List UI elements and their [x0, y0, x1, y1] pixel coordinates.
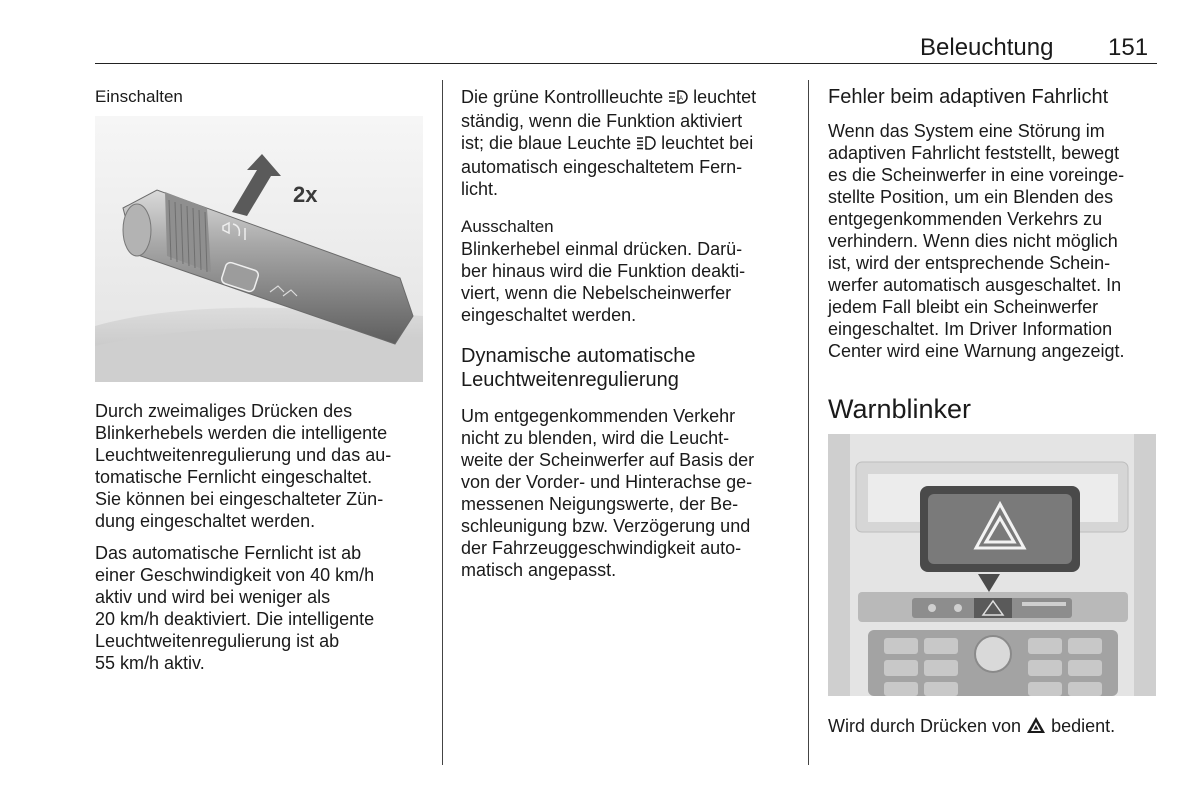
- text-line: aktiv und wird bei weniger als: [95, 587, 331, 607]
- paragraph-fernlicht-speed: [95, 542, 374, 674]
- text-line: jedem Fall bleibt ein Scheinwerfer: [828, 297, 1099, 317]
- heading-einschalten: Einschalten: [95, 87, 183, 106]
- text-line: Blinkerhebel einmal drücken. Darü-: [461, 239, 743, 259]
- text-line: Sie können bei eingeschalteter Zün-: [95, 489, 384, 509]
- text-line: Um entgegenkommenden Verkehr: [461, 406, 736, 426]
- text-fragment: Die grüne Kontrollleuchte: [461, 87, 669, 107]
- text-line: Wenn das System eine Störung im: [828, 121, 1105, 141]
- page-number: 151: [1108, 34, 1149, 61]
- header-rule: [95, 63, 1157, 64]
- paragraph-einschalten: [95, 400, 391, 532]
- text-line: [461, 132, 756, 156]
- text-line: verhindern. Wenn dies nicht möglich: [828, 231, 1118, 251]
- heading-ausschalten: Ausschalten: [461, 217, 554, 236]
- text-line: 55 km/h aktiv.: [95, 653, 205, 673]
- heading-fehler-fahrlicht: Fehler beim adaptiven Fahrlicht: [828, 86, 1109, 108]
- text-line: Blinkerhebels werden die intelligente: [95, 423, 388, 443]
- text-fragment: leuchtet: [688, 87, 757, 107]
- text-line: entgegenkommenden Verkehrs zu: [828, 209, 1103, 229]
- column-divider: [442, 80, 443, 765]
- text-line: einer Geschwindigkeit von 40 km/h: [95, 565, 375, 585]
- text-fragment: Wird durch Drücken von: [828, 716, 1027, 736]
- text-line: der Fahrzeuggeschwindigkeit auto-: [461, 538, 742, 558]
- heading-warnblinker: Warnblinker: [828, 394, 972, 424]
- text-line: eingeschaltet. Im Driver Information: [828, 319, 1113, 339]
- text-line: matisch angepasst.: [461, 560, 617, 580]
- hazard-caption: [828, 715, 1115, 739]
- text-line: ber hinaus wird die Funktion deakti-: [461, 261, 746, 281]
- paragraph-fehler-fahrlicht: [828, 120, 1125, 362]
- paragraph-ausschalten: [461, 238, 745, 326]
- text-line: Leuchtweitenregulierung und das au-: [95, 445, 392, 465]
- high-beam-indicator-icon: [636, 134, 656, 156]
- text-line: tomatische Fernlicht eingeschaltet.: [95, 467, 373, 487]
- hazard-warning-icon: [1026, 716, 1046, 739]
- text-line: adaptiven Fahrlicht feststellt, bewegt: [828, 143, 1120, 163]
- text-line: von der Vorder- und Hinterachse ge-: [461, 472, 753, 492]
- text-line: nicht zu blenden, wird die Leucht-: [461, 428, 730, 448]
- heading-dynamische-lwr: [461, 344, 696, 392]
- running-header-title: Beleuchtung: [920, 34, 1054, 61]
- heading-line: Leuchtweitenregulierung: [461, 369, 679, 391]
- paragraph-kontrollleuchte: [461, 86, 756, 200]
- text-line: viert, wenn die Nebelscheinwerfer: [461, 283, 732, 303]
- text-line: automatisch eingeschaltetem Fern-: [461, 157, 743, 177]
- text-line: weite der Scheinwerfer auf Basis der: [461, 450, 755, 470]
- text-line: [461, 86, 756, 110]
- figure-label-2x: 2x: [293, 182, 318, 207]
- text-line: messenen Neigungswerte, der Be-: [461, 494, 739, 514]
- text-line: ständig, wenn die Funktion aktiviert: [461, 111, 743, 131]
- text-fragment: bedient.: [1046, 716, 1116, 736]
- text-line: dung eingeschaltet werden.: [95, 511, 316, 531]
- text-line: Das automatische Fernlicht ist ab: [95, 543, 362, 563]
- text-line: werfer automatisch ausgeschaltet. In: [828, 275, 1122, 295]
- text-line: Durch zweimaliges Drücken des: [95, 401, 353, 421]
- heading-line: Dynamische automatische: [461, 345, 696, 367]
- text-line: Center wird eine Warnung angezeigt.: [828, 341, 1125, 361]
- text-line: 20 km/h deaktiviert. Die intelligente: [95, 609, 375, 629]
- turn-signal-lever-illustration: [95, 116, 423, 382]
- text-line: Leuchtweitenregulierung ist ab: [95, 631, 340, 651]
- hazard-switch-illustration: [828, 434, 1156, 696]
- column-divider: [808, 80, 809, 765]
- paragraph-dynamische-lwr: [461, 405, 754, 581]
- text-line: stellte Position, um ein Blenden des: [828, 187, 1114, 207]
- auto-high-beam-indicator-icon: [668, 88, 688, 110]
- text-line: ist, wird der entsprechende Schein-: [828, 253, 1111, 273]
- text-fragment: leuchtet bei: [656, 133, 754, 153]
- svg-text:A: A: [679, 96, 684, 102]
- text-line: licht.: [461, 179, 499, 199]
- text-line: eingeschaltet werden.: [461, 305, 637, 325]
- text-line: es die Scheinwerfer in eine voreinge-: [828, 165, 1125, 185]
- text-line: schleunigung bzw. Verzögerung und: [461, 516, 751, 536]
- text-fragment: ist; die blaue Leuchte: [461, 133, 637, 153]
